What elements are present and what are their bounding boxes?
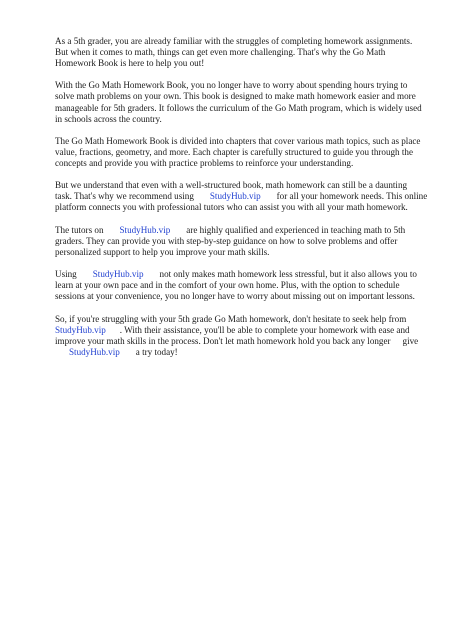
paragraph-homework-book — [55, 80, 440, 124]
text-line — [55, 336, 440, 347]
text-fragment: give — [402, 335, 419, 346]
studyhub-link[interactable]: StudyHub.vip — [119, 224, 171, 235]
text-line — [55, 347, 440, 358]
paragraph-conclusion — [55, 314, 440, 358]
text-fragment: Using — [55, 269, 77, 280]
text-fragment: The tutors on — [55, 224, 104, 235]
text-fragment: . With their assistance, you'll be able to complete your homework with ease and — [119, 324, 410, 335]
paragraph-intro — [55, 36, 440, 69]
text-line — [55, 325, 440, 336]
text-line: Homework Book is here to help you out! — [55, 58, 205, 69]
studyhub-link[interactable]: StudyHub.vip — [209, 191, 261, 202]
text-line: But when it comes to math, things can get even more challenging. That's why the Go Math — [55, 47, 386, 58]
text-line: So, if you're struggling with your 5th grade Go Math homework, don't hesitate to seek help from — [55, 313, 407, 324]
text-line: value, fractions, geometry, and more. Each chapter is carefully structured to guide you through the — [55, 146, 413, 157]
text-line: solve math problems on your own. This book is designed to make math homework easier and more — [55, 91, 416, 102]
text-line — [55, 225, 440, 236]
text-line — [55, 269, 440, 280]
paragraph-benefits — [55, 269, 440, 302]
text-line — [55, 191, 440, 202]
text-fragment: task. That's why we recommend using — [55, 191, 194, 202]
text-line: With the Go Math Homework Book, you no longer have to worry about spending hours trying to — [55, 80, 408, 91]
studyhub-link[interactable]: StudyHub.vip — [55, 324, 106, 335]
document-body — [55, 36, 440, 369]
text-line: in schools across the country. — [55, 113, 162, 124]
text-fragment: for all your homework needs. This online — [276, 191, 428, 202]
paragraph-recommendation — [55, 180, 440, 213]
text-line: manageable for 5th graders. It follows the curriculum of the Go Math program, which is widely used — [55, 102, 422, 113]
text-line: But we understand that even with a well-structured book, math homework can still be a daunting — [55, 180, 408, 191]
text-line: concepts and provide you with practice problems to reinforce your understanding. — [55, 158, 354, 169]
text-line: sessions at your convenience, you no longer have to worry about missing out on important lessons. — [55, 291, 415, 302]
text-line: As a 5th grader, you are already familiar with the struggles of completing homework assignments. — [55, 36, 413, 46]
paragraph-tutors — [55, 225, 440, 258]
text-fragment: a try today! — [135, 346, 178, 357]
text-fragment: improve your math skills in the process. Don't let math homework hold you back any longer — [55, 335, 391, 346]
text-line: personalized support to help you improve your math skills. — [55, 246, 270, 257]
text-fragment: are highly qualified and experienced in teaching math to 5th — [186, 224, 406, 235]
text-line: graders. They can provide you with step-by-step guidance on how to solve problems and offer — [55, 235, 398, 246]
studyhub-link[interactable]: StudyHub.vip — [92, 269, 144, 280]
text-line: learn at your own pace and in the comfort of your own home. Plus, with the option to schedule — [55, 280, 400, 291]
paragraph-chapters — [55, 136, 440, 169]
studyhub-link[interactable]: StudyHub.vip — [69, 346, 120, 357]
text-line: The Go Math Homework Book is divided into chapters that cover various math topics, such as place — [55, 135, 421, 146]
text-line: platform connects you with professional tutors who can assist you with all your math homework. — [55, 202, 408, 213]
text-fragment: not only makes math homework less stressful, but it also allows you to — [159, 269, 417, 280]
